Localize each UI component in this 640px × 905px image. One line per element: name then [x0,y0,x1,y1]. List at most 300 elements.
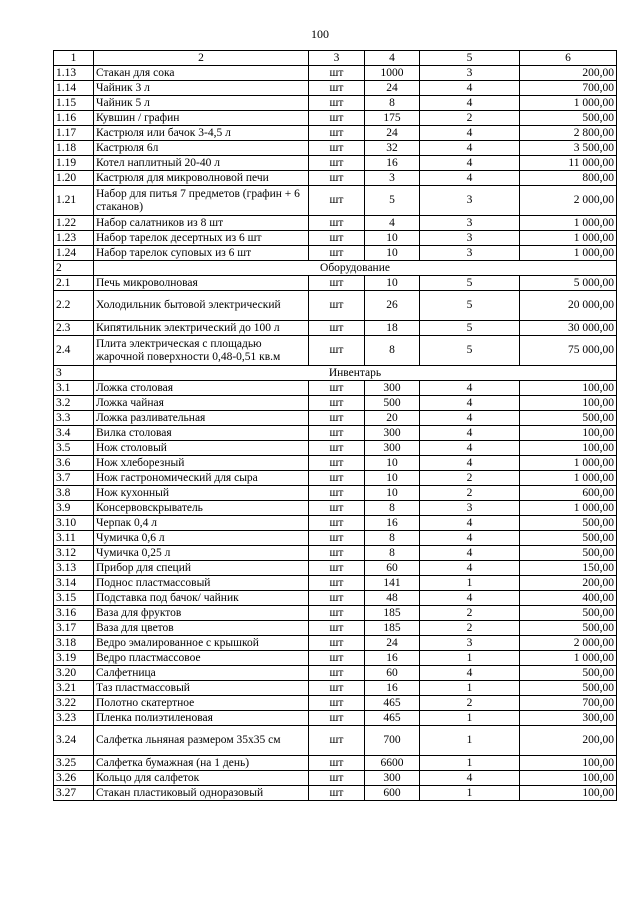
table-row [54,681,617,696]
section-row [54,366,617,381]
table-row [54,156,617,171]
unit-cell: шт [309,291,365,321]
table-row [54,621,617,636]
item-name-cell: Прибор для специй [94,561,309,576]
service-life-cell: 2 [420,621,520,636]
table-row [54,771,617,786]
table-row [54,231,617,246]
service-life-cell: 1 [420,576,520,591]
price-cell: 1 000,00 [520,501,617,516]
price-cell: 2 000,00 [520,636,617,651]
price-cell: 30 000,00 [520,321,617,336]
item-number-cell: 1.14 [54,81,94,96]
section-title: Оборудование [94,261,617,276]
table-row [54,426,617,441]
table-row [54,141,617,156]
unit-cell: шт [309,561,365,576]
item-number-cell: 3.12 [54,546,94,561]
item-name-cell: Ложка столовая [94,381,309,396]
section-row [54,261,617,276]
price-cell: 500,00 [520,111,617,126]
quantity-cell: 16 [365,516,420,531]
price-cell: 500,00 [520,411,617,426]
item-number-cell: 3.16 [54,606,94,621]
service-life-cell: 2 [420,606,520,621]
quantity-cell: 141 [365,576,420,591]
price-cell: 1 000,00 [520,246,617,261]
quantity-cell: 10 [365,486,420,501]
section-number: 2 [54,261,94,276]
service-life-cell: 2 [420,471,520,486]
item-number-cell: 3.1 [54,381,94,396]
price-cell: 2 000,00 [520,186,617,216]
item-number-cell: 3.21 [54,681,94,696]
quantity-cell: 4 [365,216,420,231]
item-number-cell: 3.24 [54,726,94,756]
table-row [54,726,617,756]
price-cell: 1 000,00 [520,231,617,246]
unit-cell: шт [309,786,365,801]
quantity-cell: 10 [365,231,420,246]
quantity-cell: 600 [365,786,420,801]
quantity-cell: 18 [365,321,420,336]
quantity-cell: 24 [365,81,420,96]
unit-cell: шт [309,396,365,411]
item-number-cell: 3.9 [54,501,94,516]
unit-cell: шт [309,381,365,396]
inventory-table [53,50,617,801]
table-row [54,111,617,126]
item-number-cell: 3.27 [54,786,94,801]
service-life-cell: 2 [420,486,520,501]
price-cell: 100,00 [520,426,617,441]
item-number-cell: 2.4 [54,336,94,366]
quantity-cell: 24 [365,126,420,141]
service-life-cell: 5 [420,336,520,366]
item-number-cell: 2.2 [54,291,94,321]
table-row [54,216,617,231]
table-row [54,456,617,471]
unit-cell: шт [309,516,365,531]
item-name-cell: Полотно скатертное [94,696,309,711]
item-number-cell: 3.6 [54,456,94,471]
item-number-cell: 3.17 [54,621,94,636]
service-life-cell: 4 [420,531,520,546]
item-number-cell: 3.7 [54,471,94,486]
unit-cell: шт [309,576,365,591]
section-number: 3 [54,366,94,381]
quantity-cell: 300 [365,771,420,786]
price-cell: 3 500,00 [520,141,617,156]
service-life-cell: 1 [420,681,520,696]
item-number-cell: 3.15 [54,591,94,606]
service-life-cell: 4 [420,396,520,411]
unit-cell: шт [309,321,365,336]
quantity-cell: 26 [365,291,420,321]
price-cell: 1 000,00 [520,651,617,666]
unit-cell: шт [309,771,365,786]
item-number-cell: 1.22 [54,216,94,231]
table-row [54,126,617,141]
unit-cell: шт [309,621,365,636]
table-row [54,441,617,456]
service-life-cell: 1 [420,711,520,726]
header-cell: 2 [94,51,309,66]
item-name-cell: Нож столовый [94,441,309,456]
table-row [54,546,617,561]
service-life-cell: 4 [420,156,520,171]
price-cell: 100,00 [520,441,617,456]
unit-cell: шт [309,591,365,606]
item-number-cell: 1.19 [54,156,94,171]
table-row [54,651,617,666]
section-title: Инвентарь [94,366,617,381]
quantity-cell: 48 [365,591,420,606]
price-cell: 600,00 [520,486,617,501]
table-row [54,486,617,501]
item-number-cell: 3.18 [54,636,94,651]
quantity-cell: 185 [365,621,420,636]
table-row [54,606,617,621]
price-cell: 100,00 [520,771,617,786]
service-life-cell: 4 [420,771,520,786]
item-name-cell: Набор тарелок десертных из 6 шт [94,231,309,246]
item-name-cell: Стакан для сока [94,66,309,81]
unit-cell: шт [309,111,365,126]
quantity-cell: 8 [365,501,420,516]
service-life-cell: 3 [420,216,520,231]
quantity-cell: 10 [365,246,420,261]
item-name-cell: Набор тарелок суповых из 6 шт [94,246,309,261]
price-cell: 400,00 [520,591,617,606]
price-cell: 200,00 [520,726,617,756]
table-row [54,276,617,291]
item-name-cell: Кастрюля для микроволновой печи [94,171,309,186]
item-name-cell: Холодильник бытовой электрический [94,291,309,321]
item-number-cell: 1.17 [54,126,94,141]
item-name-cell: Чайник 5 л [94,96,309,111]
item-name-cell: Ведро эмалированное с крышкой [94,636,309,651]
header-cell: 6 [520,51,617,66]
price-cell: 1 000,00 [520,471,617,486]
price-cell: 200,00 [520,66,617,81]
quantity-cell: 8 [365,531,420,546]
item-number-cell: 3.5 [54,441,94,456]
table-row [54,636,617,651]
service-life-cell: 4 [420,591,520,606]
item-name-cell: Набор салатников из 8 шт [94,216,309,231]
table-row [54,576,617,591]
item-number-cell: 1.15 [54,96,94,111]
quantity-cell: 300 [365,441,420,456]
price-cell: 300,00 [520,711,617,726]
price-cell: 700,00 [520,81,617,96]
item-name-cell: Кувшин / графин [94,111,309,126]
price-cell: 700,00 [520,696,617,711]
item-name-cell: Плита электрическая с площадью жарочной поверхности 0,48-0,51 кв.м [94,336,309,366]
quantity-cell: 185 [365,606,420,621]
unit-cell: шт [309,471,365,486]
unit-cell: шт [309,486,365,501]
unit-cell: шт [309,426,365,441]
item-name-cell: Кольцо для салфеток [94,771,309,786]
table-row [54,81,617,96]
item-name-cell: Ваза для фруктов [94,606,309,621]
service-life-cell: 4 [420,126,520,141]
service-life-cell: 1 [420,651,520,666]
unit-cell: шт [309,276,365,291]
quantity-cell: 8 [365,336,420,366]
service-life-cell: 4 [420,141,520,156]
service-life-cell: 4 [420,516,520,531]
item-name-cell: Консервовскрыватель [94,501,309,516]
quantity-cell: 60 [365,666,420,681]
price-cell: 20 000,00 [520,291,617,321]
item-name-cell: Таз пластмассовый [94,681,309,696]
service-life-cell: 4 [420,81,520,96]
header-cell: 3 [309,51,365,66]
service-life-cell: 4 [420,96,520,111]
quantity-cell: 300 [365,426,420,441]
price-cell: 500,00 [520,531,617,546]
unit-cell: шт [309,141,365,156]
price-cell: 75 000,00 [520,336,617,366]
table-row [54,96,617,111]
service-life-cell: 4 [420,171,520,186]
unit-cell: шт [309,216,365,231]
service-life-cell: 4 [420,561,520,576]
item-number-cell: 3.26 [54,771,94,786]
price-cell: 100,00 [520,756,617,771]
item-name-cell: Ложка разливательная [94,411,309,426]
table-row [54,516,617,531]
item-number-cell: 1.13 [54,66,94,81]
service-life-cell: 4 [420,411,520,426]
item-name-cell: Черпак 0,4 л [94,516,309,531]
item-number-cell: 1.18 [54,141,94,156]
item-name-cell: Нож кухонный [94,486,309,501]
table-row [54,411,617,426]
price-cell: 500,00 [520,516,617,531]
quantity-cell: 3 [365,171,420,186]
item-name-cell: Ведро пластмассовое [94,651,309,666]
item-name-cell: Кастрюля 6л [94,141,309,156]
header-cell: 4 [365,51,420,66]
table-row [54,291,617,321]
service-life-cell: 3 [420,231,520,246]
price-cell: 1 000,00 [520,216,617,231]
price-cell: 500,00 [520,546,617,561]
price-cell: 200,00 [520,576,617,591]
unit-cell: шт [309,66,365,81]
unit-cell: шт [309,711,365,726]
table-row [54,246,617,261]
price-cell: 150,00 [520,561,617,576]
table-row [54,381,617,396]
price-cell: 800,00 [520,171,617,186]
price-cell: 11 000,00 [520,156,617,171]
item-name-cell: Ваза для цветов [94,621,309,636]
table-row [54,66,617,81]
unit-cell: шт [309,231,365,246]
table-row [54,756,617,771]
quantity-cell: 6600 [365,756,420,771]
quantity-cell: 32 [365,141,420,156]
item-number-cell: 3.3 [54,411,94,426]
item-name-cell: Набор для питья 7 предметов (графин + 6 стаканов) [94,186,309,216]
quantity-cell: 465 [365,696,420,711]
item-name-cell: Салфетка бумажная (на 1 день) [94,756,309,771]
item-name-cell: Пленка полиэтиленовая [94,711,309,726]
quantity-cell: 20 [365,411,420,426]
item-number-cell: 3.2 [54,396,94,411]
unit-cell: шт [309,606,365,621]
item-number-cell: 3.23 [54,711,94,726]
unit-cell: шт [309,96,365,111]
unit-cell: шт [309,696,365,711]
unit-cell: шт [309,156,365,171]
item-number-cell: 1.20 [54,171,94,186]
table-row [54,531,617,546]
item-name-cell: Чумичка 0,6 л [94,531,309,546]
item-number-cell: 3.8 [54,486,94,501]
unit-cell: шт [309,411,365,426]
item-name-cell: Нож гастрономический для сыра [94,471,309,486]
item-number-cell: 3.11 [54,531,94,546]
unit-cell: шт [309,546,365,561]
quantity-cell: 8 [365,546,420,561]
item-name-cell: Чумичка 0,25 л [94,546,309,561]
quantity-cell: 24 [365,636,420,651]
unit-cell: шт [309,246,365,261]
quantity-cell: 60 [365,561,420,576]
item-number-cell: 3.20 [54,666,94,681]
item-name-cell: Поднос пластмассовый [94,576,309,591]
table-row [54,186,617,216]
item-name-cell: Стакан пластиковый одноразовый [94,786,309,801]
table-row [54,561,617,576]
table-row [54,336,617,366]
service-life-cell: 4 [420,381,520,396]
service-life-cell: 3 [420,66,520,81]
service-life-cell: 4 [420,546,520,561]
item-number-cell: 2.3 [54,321,94,336]
quantity-cell: 10 [365,276,420,291]
item-number-cell: 3.19 [54,651,94,666]
service-life-cell: 4 [420,426,520,441]
unit-cell: шт [309,186,365,216]
unit-cell: шт [309,441,365,456]
item-name-cell: Ложка чайная [94,396,309,411]
price-cell: 500,00 [520,666,617,681]
item-name-cell: Салфетница [94,666,309,681]
quantity-cell: 5 [365,186,420,216]
service-life-cell: 3 [420,186,520,216]
table-row [54,711,617,726]
service-life-cell: 3 [420,501,520,516]
quantity-cell: 16 [365,156,420,171]
unit-cell: шт [309,126,365,141]
table-row [54,666,617,681]
item-number-cell: 2.1 [54,276,94,291]
service-life-cell: 5 [420,321,520,336]
item-name-cell: Нож хлеборезный [94,456,309,471]
unit-cell: шт [309,171,365,186]
unit-cell: шт [309,681,365,696]
quantity-cell: 10 [365,471,420,486]
price-cell: 500,00 [520,621,617,636]
item-name-cell: Подставка под бачок/ чайник [94,591,309,606]
table-row [54,696,617,711]
table-row [54,171,617,186]
item-number-cell: 3.4 [54,426,94,441]
item-name-cell: Салфетка льняная размером 35x35 см [94,726,309,756]
item-name-cell: Вилка столовая [94,426,309,441]
item-name-cell: Кастрюля или бачок 3-4,5 л [94,126,309,141]
item-number-cell: 1.16 [54,111,94,126]
service-life-cell: 4 [420,666,520,681]
price-cell: 1 000,00 [520,456,617,471]
service-life-cell: 4 [420,441,520,456]
service-life-cell: 4 [420,456,520,471]
quantity-cell: 16 [365,681,420,696]
quantity-cell: 10 [365,456,420,471]
header-cell: 5 [420,51,520,66]
unit-cell: шт [309,651,365,666]
item-number-cell: 1.24 [54,246,94,261]
price-cell: 1 000,00 [520,96,617,111]
service-life-cell: 5 [420,291,520,321]
table-header-row [54,51,617,66]
service-life-cell: 2 [420,696,520,711]
item-name-cell: Чайник 3 л [94,81,309,96]
unit-cell: шт [309,336,365,366]
price-cell: 500,00 [520,606,617,621]
price-cell: 100,00 [520,786,617,801]
table-row [54,396,617,411]
quantity-cell: 1000 [365,66,420,81]
table-row [54,501,617,516]
item-number-cell: 3.22 [54,696,94,711]
table-row [54,591,617,606]
price-cell: 100,00 [520,381,617,396]
service-life-cell: 5 [420,276,520,291]
quantity-cell: 700 [365,726,420,756]
item-number-cell: 3.10 [54,516,94,531]
unit-cell: шт [309,501,365,516]
unit-cell: шт [309,531,365,546]
item-name-cell: Кипятильник электрический до 100 л [94,321,309,336]
price-cell: 500,00 [520,681,617,696]
quantity-cell: 500 [365,396,420,411]
service-life-cell: 1 [420,756,520,771]
unit-cell: шт [309,726,365,756]
unit-cell: шт [309,756,365,771]
table-row [54,786,617,801]
service-life-cell: 1 [420,786,520,801]
unit-cell: шт [309,666,365,681]
item-number-cell: 3.25 [54,756,94,771]
quantity-cell: 8 [365,96,420,111]
price-cell: 100,00 [520,396,617,411]
price-cell: 2 800,00 [520,126,617,141]
quantity-cell: 465 [365,711,420,726]
quantity-cell: 300 [365,381,420,396]
unit-cell: шт [309,636,365,651]
unit-cell: шт [309,81,365,96]
item-number-cell: 1.21 [54,186,94,216]
table-row [54,471,617,486]
